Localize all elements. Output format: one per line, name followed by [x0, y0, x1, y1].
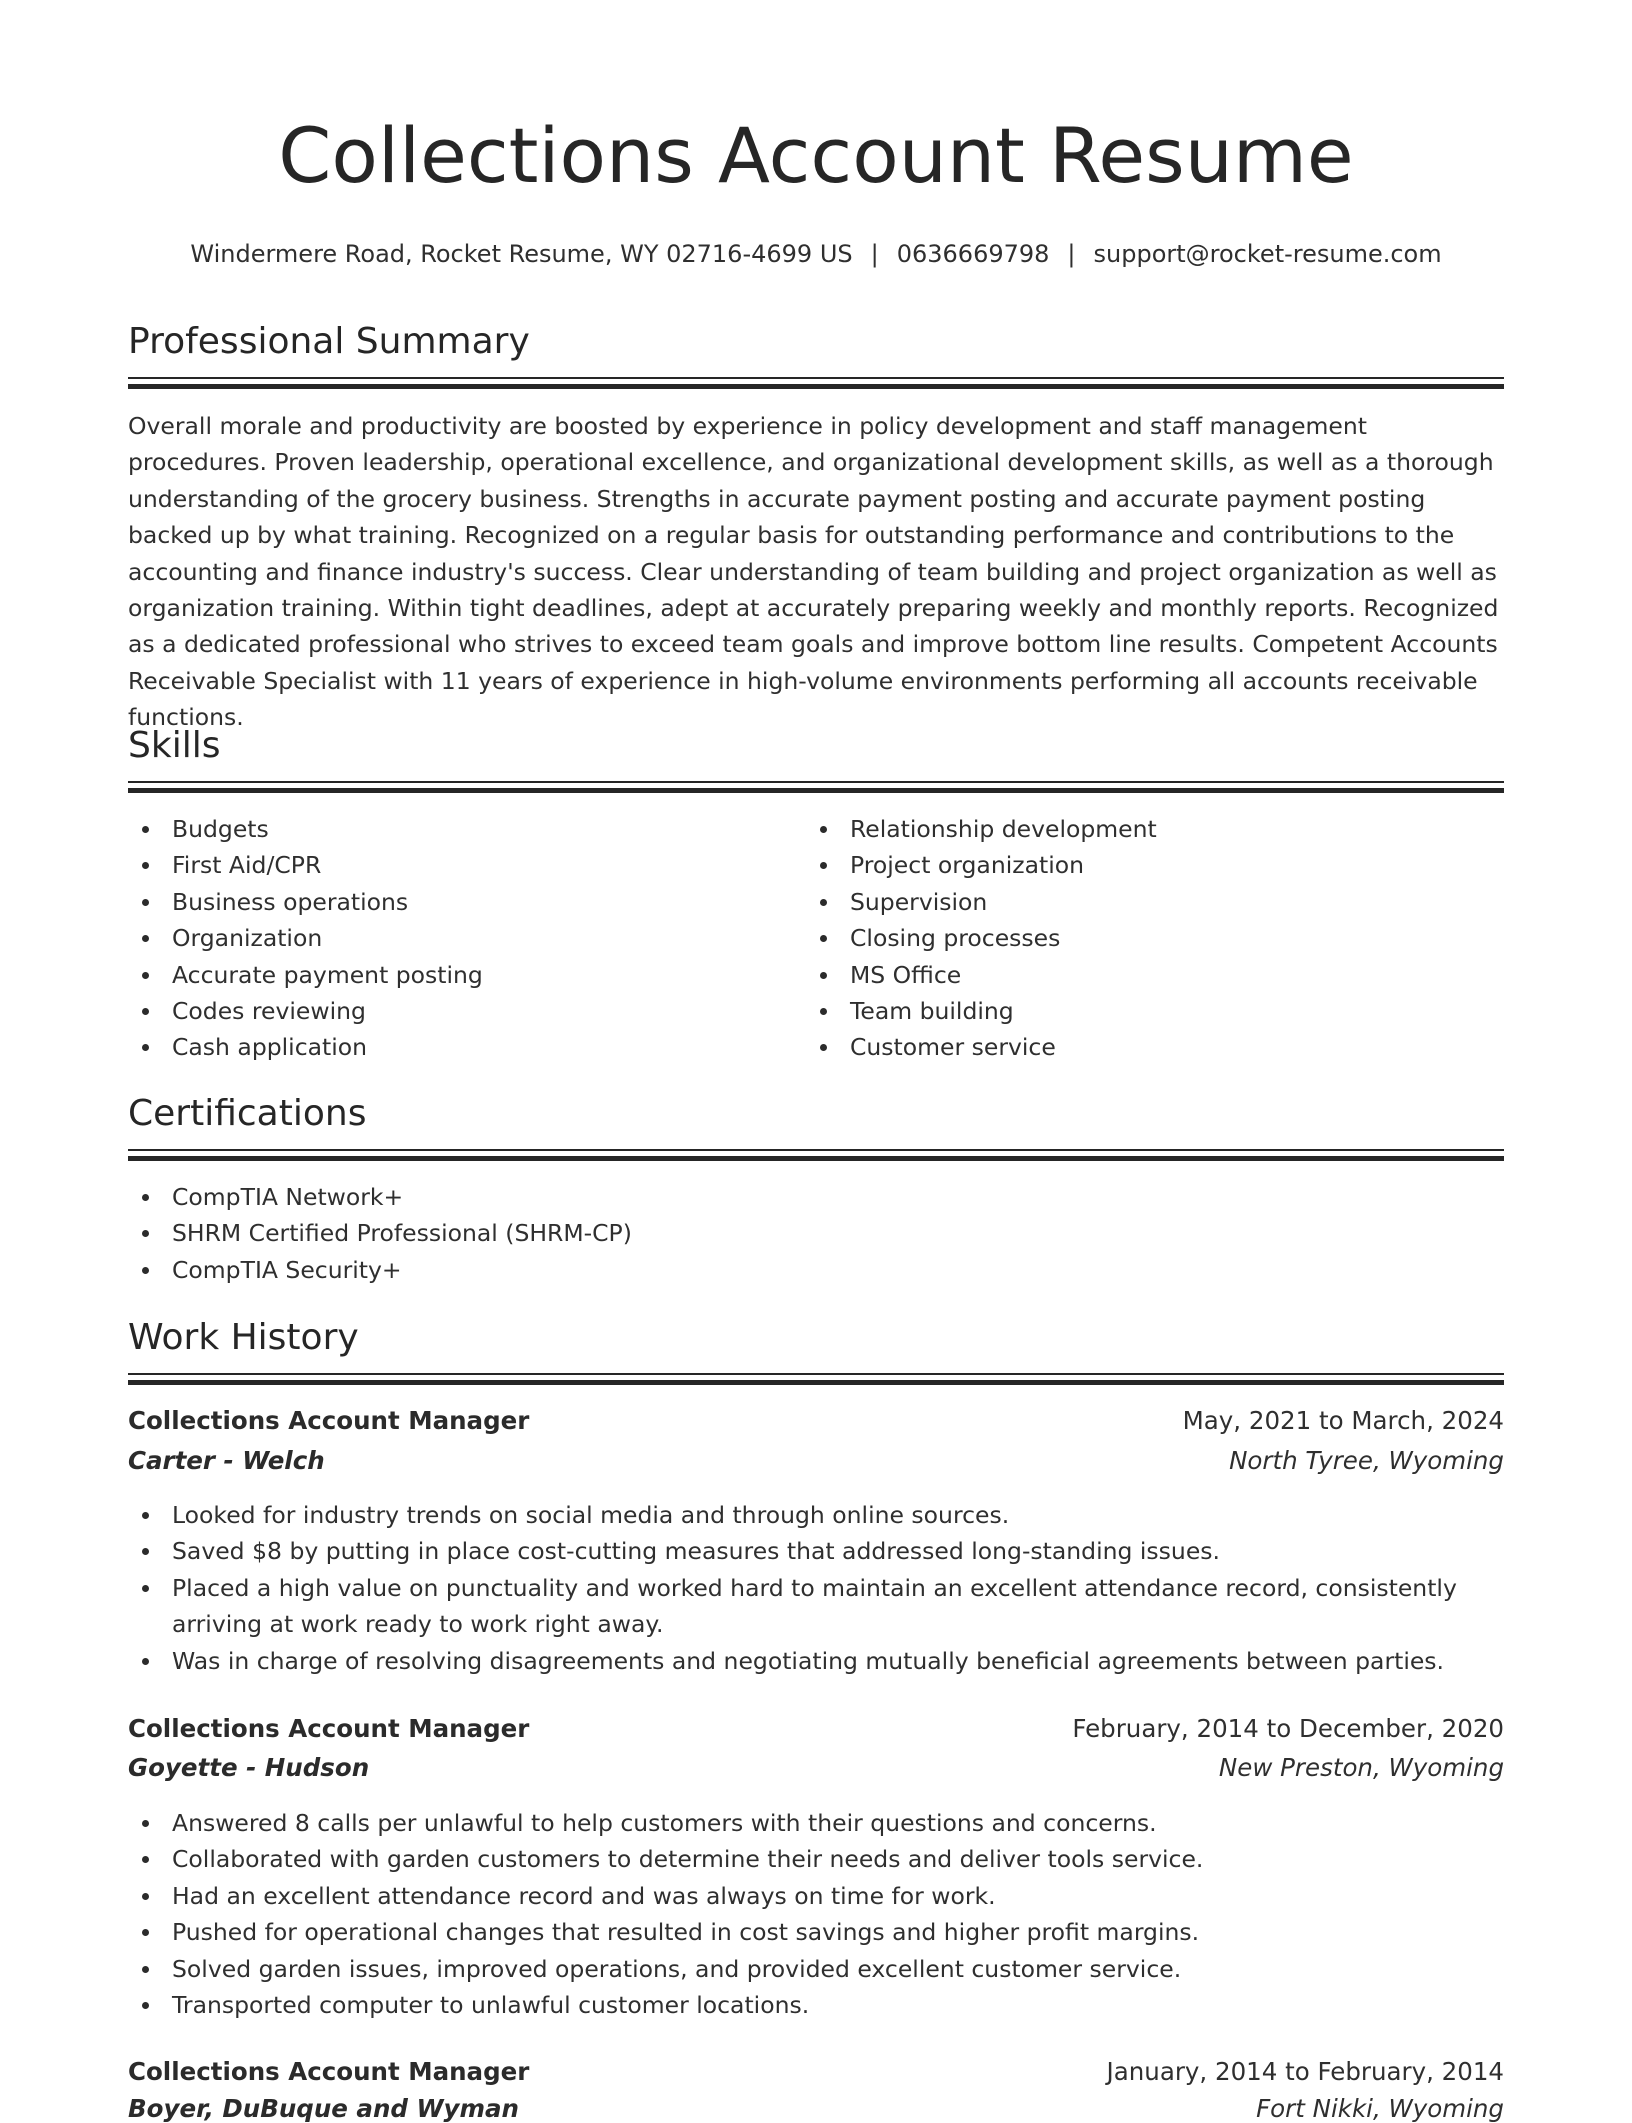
job-dates: May, 2021 to March, 2024 — [1182, 1406, 1504, 1435]
job-bullets — [128, 1497, 1504, 1679]
skill-item: Project organization — [806, 847, 1466, 883]
job-location: Fort Nikki, Wyoming — [1256, 2094, 1504, 2123]
certification-item: SHRM Certified Professional (SHRM-CP) — [128, 1215, 1504, 1251]
summary-text: Overall morale and productivity are boosted by experience in policy development and staff management procedures. Proven leadership, operational excellence, and organizational development skills, as well as a thorough understanding of the grocery business. Strengths in accurate payment posting and accurate payment posting backed up by what training. Recognized on a regular basis for outstanding performance and contributions to the accounting and finance industry's success. Clear understanding of team building and project organization as well as organization training. Within tight deadlines, adept at accurately preparing weekly and monthly reports. Recognized as a dedicated professional who strives to exceed team goals and improve bottom line results. Competent Accounts Receivable Specialist with 11 years of experience in high-volume environments performing all accounts receivable functions. — [128, 412, 1499, 732]
skill-item: Accurate payment posting — [128, 957, 788, 993]
job-location: North Tyree, Wyoming — [1229, 1446, 1504, 1475]
job-dates: February, 2014 to December, 2020 — [1072, 1714, 1504, 1743]
job-bullet: Solved garden issues, improved operations, and provided excellent customer service. — [128, 1951, 1504, 1987]
job-bullet: Transported computer to unlawful customer locations. — [128, 1987, 1504, 2023]
contact-separator: | — [1067, 240, 1076, 268]
skill-item: Budgets — [128, 811, 788, 847]
certifications-list — [128, 1179, 1504, 1288]
job-title: Collections Account Manager — [128, 2057, 530, 2086]
job-bullets — [128, 1805, 1504, 2023]
skills-list-left — [128, 811, 788, 1066]
section-divider — [128, 1149, 1504, 1161]
job-bullet: Looked for industry trends on social media and through online sources. — [128, 1497, 1504, 1533]
skill-item: Supervision — [806, 884, 1466, 920]
contact-email[interactable]: support@rocket-resume.com — [1093, 240, 1442, 268]
skills-list-right — [806, 811, 1466, 1066]
section-title-summary: Professional Summary — [128, 321, 530, 362]
certification-item: CompTIA Security+ — [128, 1252, 1504, 1288]
skill-item: Customer service — [806, 1029, 1466, 1065]
skill-item: Codes reviewing — [128, 993, 788, 1029]
job-company: Boyer, DuBuque and Wyman — [128, 2094, 519, 2123]
job-company: Carter - Welch — [128, 1446, 325, 1475]
job-company: Goyette - Hudson — [128, 1753, 370, 1782]
skill-item: Team building — [806, 993, 1466, 1029]
skill-item: Cash application — [128, 1029, 788, 1065]
section-title-certifications: Certifications — [128, 1093, 367, 1134]
skill-item: MS Office — [806, 957, 1466, 993]
skill-item: Organization — [128, 920, 788, 956]
section-title-work-history: Work History — [128, 1317, 359, 1358]
job-title: Collections Account Manager — [128, 1406, 530, 1435]
contact-address: Windermere Road, Rocket Resume, WY 02716-4699 US — [190, 240, 853, 268]
section-divider — [128, 781, 1504, 793]
section-title-skills: Skills — [128, 725, 221, 766]
job-bullet: Collaborated with garden customers to determine their needs and deliver tools service. — [128, 1841, 1504, 1877]
section-divider — [128, 377, 1504, 389]
section-divider — [128, 1373, 1504, 1385]
job-bullet: Saved $8 by putting in place cost-cutting measures that addressed long-standing issues. — [128, 1533, 1504, 1569]
job-bullet: Had an excellent attendance record and was always on time for work. — [128, 1878, 1504, 1914]
skill-item: Closing processes — [806, 920, 1466, 956]
certification-item: CompTIA Network+ — [128, 1179, 1504, 1215]
job-location: New Preston, Wyoming — [1218, 1753, 1504, 1782]
job-title: Collections Account Manager — [128, 1714, 530, 1743]
contact-phone: 0636669798 — [896, 240, 1050, 268]
job-bullet: Was in charge of resolving disagreements and negotiating mutually beneficial agreements between parties. — [128, 1643, 1504, 1679]
skill-item: First Aid/CPR — [128, 847, 788, 883]
job-bullet: Placed a high value on punctuality and worked hard to maintain an excellent attendance record, consistently arriving at work ready to work right away. — [128, 1570, 1504, 1643]
skill-item: Relationship development — [806, 811, 1466, 847]
contact-separator: | — [870, 240, 879, 268]
resume-title: Collections Account Resume — [278, 111, 1354, 200]
job-dates: January, 2014 to February, 2014 — [1106, 2057, 1504, 2086]
skill-item: Business operations — [128, 884, 788, 920]
contact-line — [128, 240, 1504, 269]
job-bullet: Pushed for operational changes that resulted in cost savings and higher profit margins. — [128, 1914, 1504, 1950]
job-bullet: Answered 8 calls per unlawful to help customers with their questions and concerns. — [128, 1805, 1504, 1841]
